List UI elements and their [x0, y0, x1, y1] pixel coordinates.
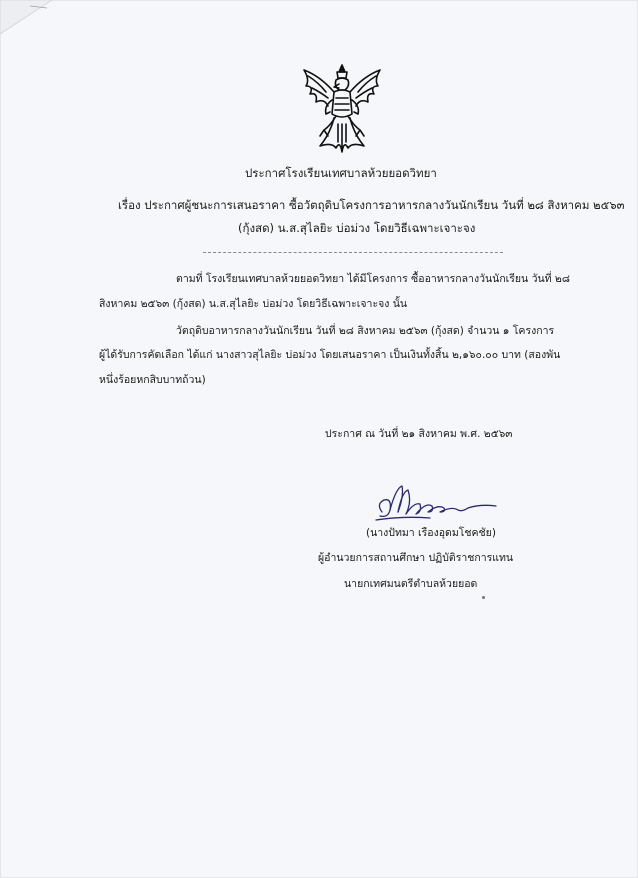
- page-fold-mark: [0, 0, 60, 40]
- divider-line: [203, 252, 503, 253]
- body-paragraph-2-line-1: วัตถุดิบอาหารกลางวันนักเรียน วันที่ ๒๘ สิงหาคม ๒๕๖๓ (กุ้งสด) จำนวน ๑ โครงการ: [176, 325, 555, 337]
- announcement-subject-line-1: เรื่อง ประกาศผู้ชนะการเสนอราคา ซื้อวัตถุดิบโครงการอาหารกลางวันนักเรียน วันที่ ๒๘ สิงหาคม ๒๕๖๓: [118, 198, 625, 212]
- ink-speck: [482, 596, 485, 599]
- signatory-name: (นางปัทมา เรืองอุดมโชคชัย): [366, 527, 496, 539]
- garuda-emblem-icon: [298, 62, 386, 154]
- handwritten-signature: [372, 482, 500, 524]
- announcement-title: ประกาศโรงเรียนเทศบาลห้วยยอดวิทยา: [245, 166, 437, 180]
- signatory-position-2: นายกเทศมนตรีตำบลห้วยยอด: [344, 578, 478, 590]
- announced-date: ประกาศ ณ วันที่ ๒๑ สิงหาคม พ.ศ. ๒๕๖๓: [325, 428, 513, 440]
- body-paragraph-2-line-2: ผู้ได้รับการคัดเลือก ได้แก่ นางสาวสุไลยิะ บ่อม่วง โดยเสนอราคา เป็นเงินทั้งสิ้น ๒,๑๖๐.๐๐ บาท (สองพัน: [99, 349, 561, 361]
- body-paragraph-1-line-1: ตามที่ โรงเรียนเทศบาลห้วยยอดวิทยา ได้มีโครงการ ซื้ออาหารกลางวันนักเรียน วันที่ ๒๘: [176, 273, 570, 285]
- signatory-position-1: ผู้อำนวยการสถานศึกษา ปฏิบัติราชการแทน: [318, 552, 514, 564]
- body-paragraph-2-line-3: หนึ่งร้อยหกสิบบาทถ้วน): [99, 374, 206, 386]
- body-paragraph-1-line-2: สิงหาคม ๒๕๖๓ (กุ้งสด) น.ส.สุไลยิะ บ่อม่วง โดยวิธีเฉพาะเจาะจง นั้น: [99, 298, 408, 310]
- announcement-subject-line-2: (กุ้งสด) น.ส.สุไลยิะ บ่อม่วง โดยวิธีเฉพาะเจาะจง: [238, 221, 476, 235]
